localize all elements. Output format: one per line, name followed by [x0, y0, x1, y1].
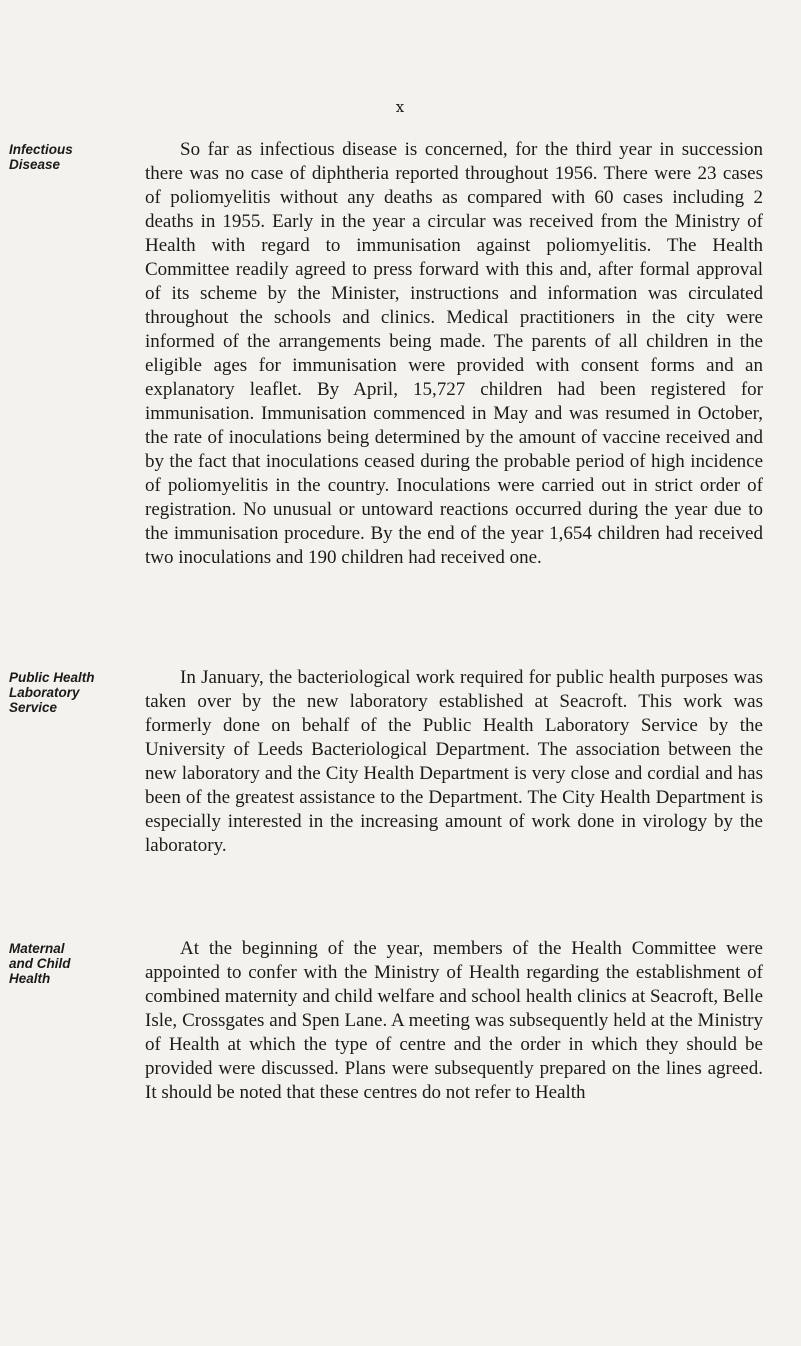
section-paragraph: At the beginning of the year, members of the Health Committee were appointed to confer with the Ministry of Health regarding the establishment of combined maternity and child welfare and school health clinics at Seacroft, Belle Isle, Crossgates and Spen Lane. A meeting was subsequently held at the Ministry of Health at which the type of centre and the order in which they should be provided were discussed. Plans were subsequently prepared on the lines agreed. It should be noted that these centres do not refer to Health: [145, 938, 763, 1103]
side-heading-line: Laboratory: [9, 685, 80, 700]
side-heading-line: and Child: [9, 956, 71, 971]
side-heading-line: Service: [9, 700, 58, 715]
side-heading-line: Disease: [9, 157, 61, 172]
side-heading: [9, 670, 121, 715]
side-heading: [9, 142, 121, 172]
side-heading-line: Health: [9, 971, 51, 986]
side-heading: [9, 941, 121, 986]
side-heading-line: Maternal: [9, 941, 65, 956]
section-paragraph: So far as infectious disease is concerned, for the third year in succession there was no case of diphtheria reported throughout 1956. There were 23 cases of poliomyelitis without any deaths as compared with 60 cases including 2 deaths in 1955. Early in the year a circular was received from the Ministry of Health with regard to immunisation against poliomyelitis. The Health Committee readily agreed to press forward with this and, after formal approval of its scheme by the Minister, instructions and information was circulated throughout the schools and clinics. Medical practitioners in the city were informed of the arrangements being made. The parents of all children in the eligible ages for immunisation were provided with consent forms and an explanatory leaflet. By April, 15,727 children had been registered for immunisation. Immunisation commenced in May and was resumed in October, the rate of inoculations being determined by the amount of vaccine received and by the fact that inoculations ceased during the probable period of high incidence of poliomyelitis in the country. Inoculations were carried out in strict order of registration. No unusual or untoward reactions occurred during the year due to the immunisation procedure. By the end of the year 1,654 children had received two inoculations and 190 children had received one.: [145, 139, 763, 568]
section-paragraph: In January, the bacteriological work required for public health purposes was taken over by the new laboratory established at Seacroft. This work was formerly done on behalf of the Public Health Laboratory Service by the University of Leeds Bacteriological Department. The association between the new laboratory and the City Health Department is very close and cordial and has been of the greatest assistance to the Department. The City Health Department is especially interested in the increasing amount of work done in virology by the laboratory.: [145, 667, 763, 856]
side-heading-line: Infectious: [9, 142, 73, 157]
side-heading-line: Public Health: [9, 670, 95, 685]
page-number: x: [395, 98, 406, 116]
